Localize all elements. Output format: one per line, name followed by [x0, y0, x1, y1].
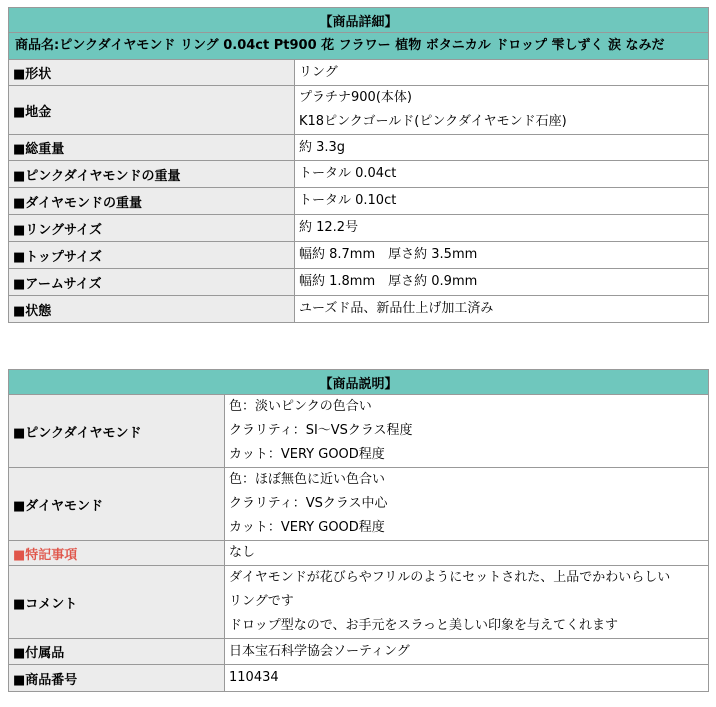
row-label: ■地金: [9, 86, 295, 135]
table-row: [9, 468, 709, 541]
table-row: [9, 395, 709, 468]
table-row: [9, 242, 709, 269]
details-header: 【商品詳細】: [9, 8, 709, 33]
description-header: 【商品説明】: [9, 370, 709, 395]
product-name: 商品名:ピンクダイヤモンド リング 0.04ct Pt900 花 フラワー 植物 ボタニカル ドロップ 雫しずく 涙 なみだ: [9, 33, 709, 60]
table-row: [9, 541, 709, 566]
table-row: [9, 188, 709, 215]
row-value: トータル 0.10ct: [295, 188, 709, 215]
row-value: ユーズド品、新品仕上げ加工済み: [295, 296, 709, 323]
table-row: [9, 665, 709, 692]
row-value: 日本宝石科学協会ソーティング: [225, 639, 709, 665]
row-label: ■ダイヤモンドの重量: [9, 188, 295, 215]
table-row: [9, 269, 709, 296]
row-label: ■形状: [9, 60, 295, 86]
row-value: ダイヤモンドが花びらやフリルのようにセットされた、上品でかわいらしい リングです ドロップ型なので、お手元をスラっと美しい印象を与えてくれます: [225, 566, 709, 639]
row-value: 色：ほぼ無色に近い色合い クラリティ：VSクラス中心 カット：VERY GOOD程度: [225, 468, 709, 541]
row-label: ■コメント: [9, 566, 225, 639]
row-label: ■ピンクダイヤモンド: [9, 395, 225, 468]
row-value: 約 12.2号: [295, 215, 709, 242]
row-label: ■リングサイズ: [9, 215, 295, 242]
row-label: ■総重量: [9, 135, 295, 161]
row-label: ■状態: [9, 296, 295, 323]
table-row: [9, 639, 709, 665]
row-value: プラチナ900(本体) K18ピンクゴールド(ピンクダイヤモンド石座): [295, 86, 709, 135]
product-details-table: [8, 7, 709, 323]
row-value: なし: [225, 541, 709, 566]
row-label: ■商品番号: [9, 665, 225, 692]
table-row: [9, 161, 709, 188]
row-value: トータル 0.04ct: [295, 161, 709, 188]
row-label-notes: ■特記事項: [9, 541, 225, 566]
table-row: [9, 60, 709, 86]
row-label: ■ピンクダイヤモンドの重量: [9, 161, 295, 188]
row-value: 約 3.3g: [295, 135, 709, 161]
row-value: 幅約 1.8mm 厚さ約 0.9mm: [295, 269, 709, 296]
row-label: ■付属品: [9, 639, 225, 665]
table-row: [9, 86, 709, 135]
row-label: ■トップサイズ: [9, 242, 295, 269]
product-description-table: [8, 369, 709, 692]
row-label: ■アームサイズ: [9, 269, 295, 296]
row-value: 110434: [225, 665, 709, 692]
row-value: リング: [295, 60, 709, 86]
table-row: [9, 296, 709, 323]
table-row: [9, 566, 709, 639]
row-value: 色：淡いピンクの色合い クラリティ：SI～VSクラス程度 カット：VERY GOOD程度: [225, 395, 709, 468]
table-row: [9, 215, 709, 242]
table-row: [9, 135, 709, 161]
row-label: ■ダイヤモンド: [9, 468, 225, 541]
row-value: 幅約 8.7mm 厚さ約 3.5mm: [295, 242, 709, 269]
